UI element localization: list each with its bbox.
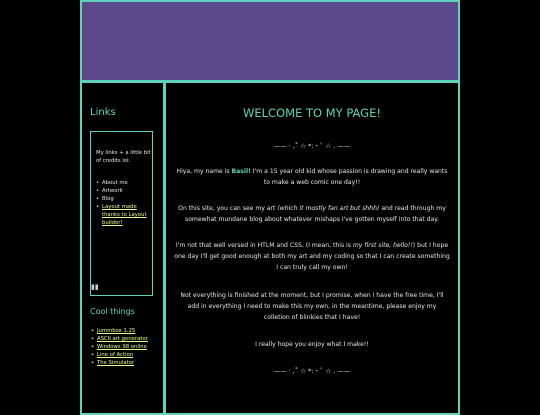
coding-paragraph: [174, 240, 450, 273]
link-line-of-action[interactable]: • Line of Action: [91, 351, 159, 359]
sidebar-title: Links: [90, 107, 116, 118]
page-title: WELCOME TO MY PAGE!: [243, 106, 381, 120]
intro-text-b: I'm a 15 year old kid whose passion is drawing and really wants to make a web comic one day!!: [250, 168, 448, 186]
link-about-me[interactable]: • About me: [96, 179, 154, 187]
link-blog[interactable]: • Blog: [96, 195, 154, 203]
links-intro: My links + a little bit of credits lol.: [96, 150, 151, 164]
header-banner: [80, 0, 460, 82]
coding-text-em: my first site, hello!!: [352, 242, 413, 249]
coding-text-b: ) but I hope one day I'll get good enough at both my art and my coding so that I can create something I can truly call my own!: [174, 242, 450, 271]
links-list: [96, 179, 154, 227]
link-ascii-art-generator[interactable]: • ASCII art generator: [91, 335, 159, 343]
page: [80, 0, 460, 405]
divider-bottom: —— · ,˚ ☆ *:・ﾟ ☆ . ——: [273, 367, 351, 375]
link-layout-builder[interactable]: • Layout made thanks to Layout builder!: [96, 203, 154, 227]
site-text-b: and read through my somewhat mundane blog about whatever mishaps I've gotten myself into that day.: [185, 205, 446, 223]
main-content: [164, 81, 460, 415]
intro-text-a: Hiya, my name is: [176, 168, 232, 175]
link-jummbox[interactable]: • Jummbox 1.25: [91, 327, 159, 335]
cool-things-list: [91, 327, 159, 367]
badge-images: ▮▮: [91, 283, 99, 291]
sidebar: [80, 81, 165, 415]
progress-paragraph: Not everything is finished at the moment, but I promise, when i have the free time, I'll add in everything I need to make this my own, in the meantime, please enjoy my colletion of blinkies that I have!: [180, 292, 444, 321]
divider-top: —— · ,˚ ☆ *:・ﾟ ☆ . ——: [273, 142, 351, 150]
links-box: [90, 131, 153, 296]
link-the-simulator[interactable]: • The Simulator: [91, 359, 159, 367]
closing-paragraph: I really hope you enjoy what I make!!: [255, 341, 369, 348]
site-paragraph: [174, 203, 450, 225]
intro-paragraph: [174, 166, 450, 188]
link-artwork[interactable]: • Artwork: [96, 187, 154, 195]
link-windows-98-online[interactable]: • Windows 98 online: [91, 343, 159, 351]
cool-things-title: Cool things: [90, 307, 135, 316]
coding-text-a: I'm not that well versed in HTLM and CSS, (I mean, this is: [175, 242, 353, 249]
site-text-a: On this site, you can see my art: [178, 205, 278, 212]
site-text-em: (which it mostly fan art but shhh): [277, 205, 380, 212]
name-highlight: Basil!: [231, 168, 251, 175]
